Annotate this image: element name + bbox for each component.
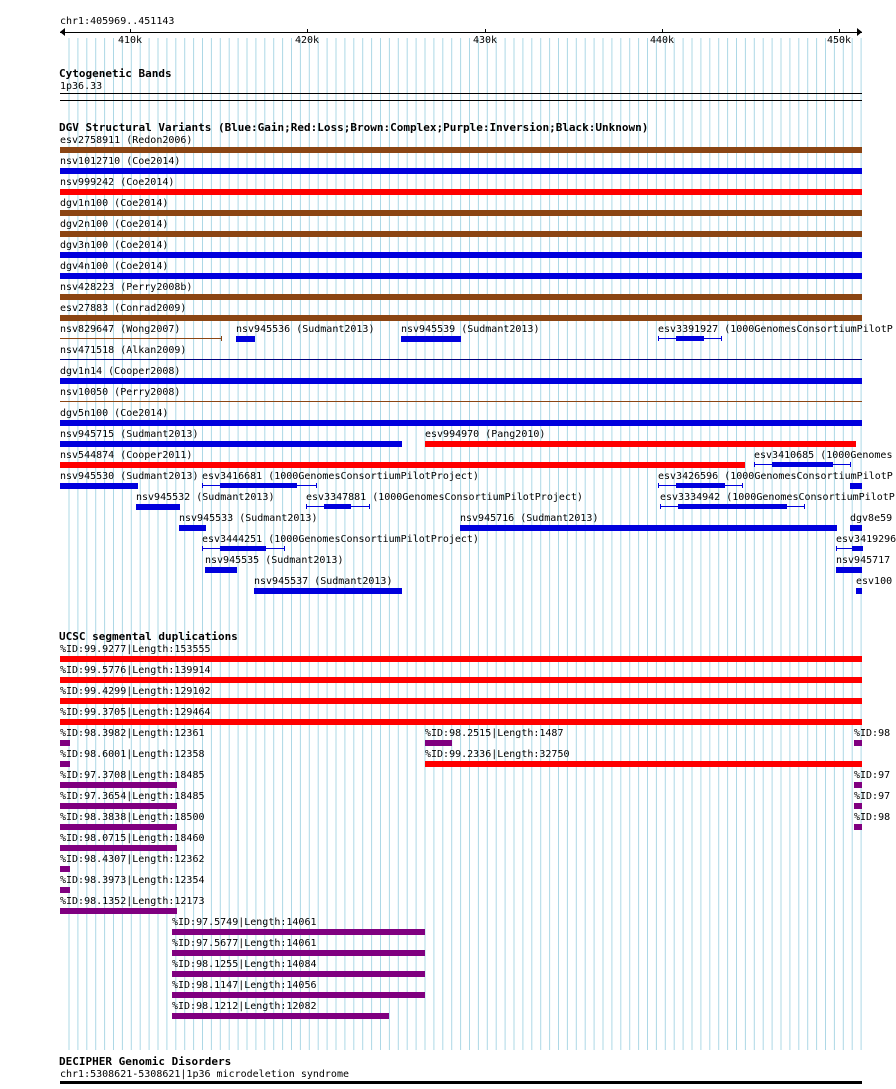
feature-bar[interactable] [60, 887, 70, 893]
feature-label: %ID:98.1352|Length:12173 [60, 896, 205, 907]
feature-label: esv3419296 [836, 534, 896, 545]
dgv-track-title[interactable]: DGV Structural Variants (Blue:Gain;Red:Loss;Brown:Complex;Purple:Inversion;Black:Unknown) [59, 121, 649, 134]
feature-label: %ID:98 [854, 812, 891, 823]
ruler-tick-label: 420k [295, 35, 320, 46]
feature-bar[interactable] [60, 210, 862, 216]
feature-bar[interactable] [60, 189, 862, 195]
ruler-tick-label: 430k [473, 35, 498, 46]
feature-label: nsv999242 (Coe2014) [60, 177, 175, 188]
ruler-tick-label: 410k [118, 35, 143, 46]
feature-bar[interactable] [854, 782, 862, 788]
feature-range-cap [658, 336, 659, 341]
feature-range-cap [369, 504, 370, 509]
cyto-track-title[interactable]: Cytogenetic Bands [59, 67, 172, 80]
feature-range-core[interactable] [678, 504, 787, 509]
cyto-band-label: 1p36.33 [60, 81, 103, 92]
ruler-tick-label: 450k [827, 35, 852, 46]
feature-range-core[interactable] [772, 462, 833, 467]
feature-range-cap [316, 483, 317, 488]
feature-range-cap [660, 504, 661, 509]
feature-label: esv3334942 (1000GenomesConsortiumPilotP [660, 492, 895, 503]
ruler-tick-mark [662, 29, 663, 33]
feature-label: %ID:98 [854, 728, 891, 739]
feature-label: esv2758911 (Redon2006) [60, 135, 193, 146]
feature-bar[interactable] [836, 567, 862, 573]
feature-bar[interactable] [60, 441, 402, 447]
feature-bar[interactable] [856, 588, 862, 594]
feature-bar[interactable] [179, 525, 206, 531]
cyto-band-top-line [60, 93, 862, 94]
ruler-axis[interactable] [60, 32, 862, 33]
feature-bar[interactable] [60, 462, 745, 468]
feature-bar[interactable] [460, 525, 837, 531]
feature-label: %ID:97.3654|Length:18485 [60, 791, 205, 802]
locus-label: chr1:405969..451143 [60, 16, 175, 27]
feature-bar[interactable] [205, 567, 237, 573]
feature-range-cap [742, 483, 743, 488]
feature-label: %ID:98.1147|Length:14056 [172, 980, 317, 991]
feature-bar[interactable] [60, 315, 862, 321]
feature-label: nsv945537 (Sudmant2013) [254, 576, 393, 587]
feature-bar[interactable] [60, 908, 177, 914]
feature-label: %ID:97.5749|Length:14061 [172, 917, 317, 928]
feature-range-cap [202, 483, 203, 488]
feature-label: nsv945716 (Sudmant2013) [460, 513, 599, 524]
feature-range-cap [658, 483, 659, 488]
feature-label: %ID:99.4299|Length:129102 [60, 686, 211, 697]
feature-bar[interactable] [850, 483, 862, 489]
feature-label: %ID:98.3973|Length:12354 [60, 875, 205, 886]
feature-bar[interactable] [854, 740, 862, 746]
feature-label: dgv8e59 [850, 513, 893, 524]
feature-bar[interactable] [60, 147, 862, 153]
feature-label: dgv3n100 (Coe2014) [60, 240, 169, 251]
feature-bar[interactable] [60, 719, 862, 725]
decipher-feature-bar[interactable] [60, 1081, 862, 1084]
decipher-track-title[interactable]: DECIPHER Genomic Disorders [59, 1055, 232, 1068]
feature-label: %ID:99.3705|Length:129464 [60, 707, 211, 718]
feature-bar[interactable] [60, 294, 862, 300]
feature-bar[interactable] [172, 971, 425, 977]
feature-label: %ID:98.2515|Length:1487 [425, 728, 564, 739]
feature-range-cap [284, 546, 285, 551]
feature-range-cap [836, 546, 837, 551]
feature-range-cap [721, 336, 722, 341]
feature-bar[interactable] [425, 441, 856, 447]
feature-bar[interactable] [401, 336, 461, 342]
feature-bar[interactable] [425, 761, 862, 767]
feature-label: esv3347881 (1000GenomesConsortiumPilotProject) [306, 492, 583, 503]
feature-label: dgv1n14 (Cooper2008) [60, 366, 181, 377]
feature-label: %ID:99.5776|Length:139914 [60, 665, 211, 676]
cyto-band-bottom-line[interactable] [60, 100, 862, 101]
feature-label: nsv1012710 (Coe2014) [60, 156, 181, 167]
feature-range-cap [221, 336, 222, 341]
ruler-tick-mark [485, 29, 486, 33]
feature-label: nsv829647 (Wong2007) [60, 324, 181, 335]
feature-range-core[interactable] [676, 483, 725, 488]
feature-label: dgv4n100 (Coe2014) [60, 261, 169, 272]
feature-bar[interactable] [425, 740, 452, 746]
feature-label: %ID:98.1255|Length:14084 [172, 959, 317, 970]
feature-label: esv994970 (Pang2010) [425, 429, 546, 440]
feature-label: esv3391927 (1000GenomesConsortiumPilotP [658, 324, 893, 335]
feature-label: nsv945717 [836, 555, 891, 566]
feature-bar[interactable] [60, 168, 862, 174]
feature-bar[interactable] [60, 420, 862, 426]
ruler-tick-mark [307, 29, 308, 33]
feature-label: %ID:97 [854, 770, 891, 781]
feature-label: nsv428223 (Perry2008b) [60, 282, 193, 293]
feature-bar[interactable] [60, 698, 862, 704]
feature-label: nsv10050 (Perry2008) [60, 387, 181, 398]
feature-bar[interactable] [60, 378, 862, 384]
feature-bar[interactable] [60, 231, 862, 237]
feature-label: %ID:98.1212|Length:12082 [172, 1001, 317, 1012]
feature-bar[interactable] [60, 273, 862, 279]
feature-label: dgv1n100 (Coe2014) [60, 198, 169, 209]
feature-range-cap [850, 462, 851, 467]
feature-bar[interactable] [854, 824, 862, 830]
feature-label: nsv945539 (Sudmant2013) [401, 324, 540, 335]
feature-label: %ID:98.0715|Length:18460 [60, 833, 205, 844]
feature-label: %ID:98.3982|Length:12361 [60, 728, 205, 739]
ruler-left-arrow [60, 28, 65, 36]
feature-bar[interactable] [172, 992, 425, 998]
feature-bar[interactable] [60, 401, 862, 402]
ruler-tick-label: 440k [650, 35, 675, 46]
feature-bar[interactable] [850, 525, 862, 531]
feature-bar[interactable] [60, 803, 177, 809]
feature-label: %ID:99.2336|Length:32750 [425, 749, 570, 760]
feature-label: dgv5n100 (Coe2014) [60, 408, 169, 419]
feature-bar[interactable] [60, 483, 138, 489]
feature-bar[interactable] [854, 803, 862, 809]
feature-label: nsv945530 (Sudmant2013) [60, 471, 199, 482]
feature-label: %ID:97.5677|Length:14061 [172, 938, 317, 949]
feature-label: %ID:97 [854, 791, 891, 802]
feature-label: nsv471518 (Alkan2009) [60, 345, 187, 356]
feature-bar[interactable] [60, 740, 70, 746]
feature-bar[interactable] [136, 504, 180, 510]
feature-label: nsv544874 (Cooper2011) [60, 450, 193, 461]
feature-label: %ID:98.6001|Length:12358 [60, 749, 205, 760]
decipher-item-label: chr1:5308621-5308621|1p36 microdeletion syndrome [60, 1069, 349, 1080]
feature-range-core[interactable] [324, 504, 351, 509]
feature-label: dgv2n100 (Coe2014) [60, 219, 169, 230]
feature-bar[interactable] [60, 866, 70, 872]
feature-bar[interactable] [60, 845, 177, 851]
feature-label: %ID:99.9277|Length:153555 [60, 644, 211, 655]
feature-label: %ID:97.3708|Length:18485 [60, 770, 205, 781]
feature-range-core[interactable] [220, 483, 297, 488]
feature-bar[interactable] [60, 252, 862, 258]
feature-bar[interactable] [60, 824, 177, 830]
feature-bar[interactable] [60, 761, 70, 767]
feature-range-core[interactable] [676, 336, 704, 341]
segdup-track-title[interactable]: UCSC segmental duplications [59, 630, 238, 643]
feature-range-cap [754, 462, 755, 467]
feature-range-core[interactable] [852, 546, 862, 551]
feature-bar[interactable] [236, 336, 255, 342]
feature-label: %ID:98.3838|Length:18500 [60, 812, 205, 823]
feature-label: esv3410685 (1000Genomes [754, 450, 893, 461]
feature-range-line[interactable] [60, 338, 221, 339]
feature-bar[interactable] [254, 588, 402, 594]
feature-range-cap [202, 546, 203, 551]
ruler-right-arrow [857, 28, 862, 36]
feature-label: nsv945533 (Sudmant2013) [179, 513, 318, 524]
feature-label: esv3426596 (1000GenomesConsortiumPilotP [658, 471, 893, 482]
feature-label: nsv945536 (Sudmant2013) [236, 324, 375, 335]
feature-range-cap [306, 504, 307, 509]
feature-label: nsv945535 (Sudmant2013) [205, 555, 344, 566]
ruler-tick-mark [130, 29, 131, 33]
feature-range-core[interactable] [220, 546, 266, 551]
feature-label: nsv945532 (Sudmant2013) [136, 492, 275, 503]
feature-bar[interactable] [60, 677, 862, 683]
feature-label: %ID:98.4307|Length:12362 [60, 854, 205, 865]
feature-bar[interactable] [172, 1013, 389, 1019]
feature-label: esv27883 (Conrad2009) [60, 303, 187, 314]
feature-bar[interactable] [172, 950, 425, 956]
feature-label: nsv945715 (Sudmant2013) [60, 429, 199, 440]
feature-bar[interactable] [60, 782, 177, 788]
feature-label: esv3444251 (1000GenomesConsortiumPilotProject) [202, 534, 479, 545]
feature-range-cap [804, 504, 805, 509]
feature-label: esv100 [856, 576, 893, 587]
feature-range-cap [862, 546, 863, 551]
feature-bar[interactable] [60, 656, 862, 662]
feature-bar[interactable] [172, 929, 425, 935]
ruler-tick-mark [839, 29, 840, 33]
feature-bar[interactable] [60, 359, 862, 360]
feature-label: esv3416681 (1000GenomesConsortiumPilotProject) [202, 471, 479, 482]
